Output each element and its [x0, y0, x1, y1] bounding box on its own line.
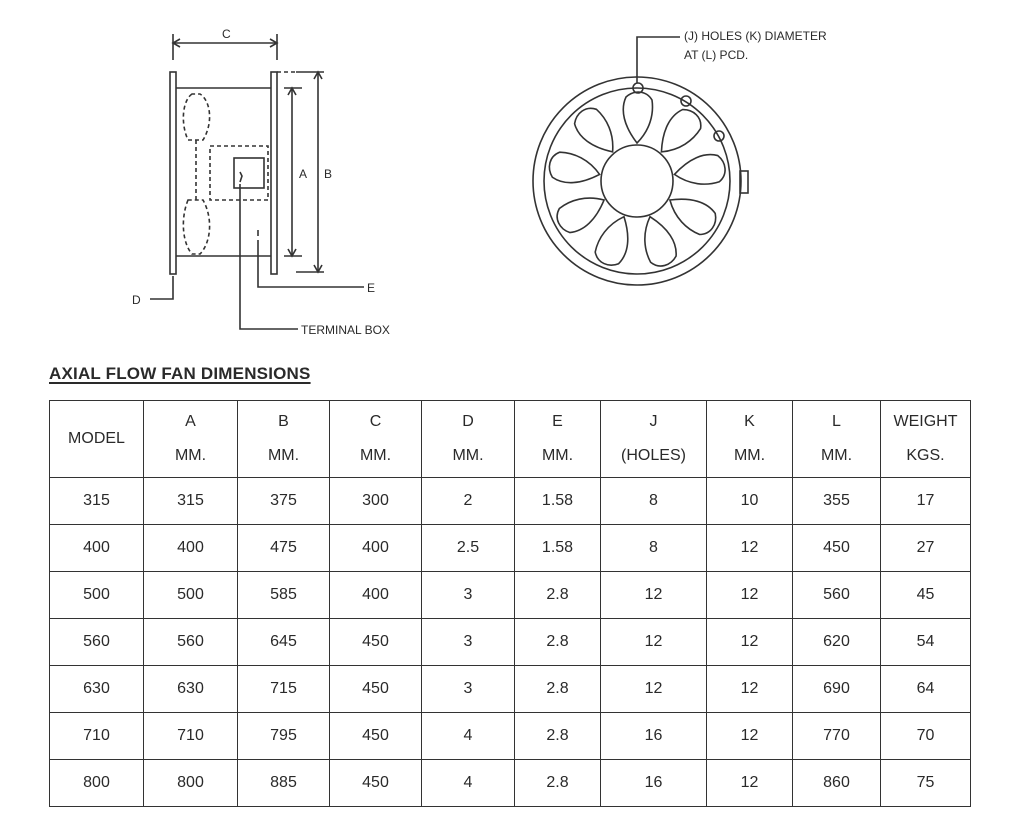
cell-k: 12	[707, 572, 793, 619]
cell-d: 4	[422, 760, 515, 807]
cell-c: 450	[330, 619, 422, 666]
cell-l: 450	[793, 525, 881, 572]
cell-j: 12	[601, 666, 707, 713]
cell-j: 16	[601, 760, 707, 807]
table-row	[50, 666, 971, 713]
cell-c: 400	[330, 525, 422, 572]
front-view-diagram	[533, 37, 748, 285]
column-header-b: B MM.	[238, 401, 330, 478]
cell-b: 475	[238, 525, 330, 572]
cell-k: 12	[707, 525, 793, 572]
hole-note-line2: AT (L) PCD.	[684, 48, 749, 62]
cell-weight: 70	[881, 713, 971, 760]
hole-note-line1: (J) HOLES (K) DIAMETER	[684, 29, 827, 43]
label-b: B	[324, 167, 333, 181]
table-row	[50, 525, 971, 572]
label-terminal-box: TERMINAL BOX	[301, 323, 390, 337]
label-c: C	[222, 27, 231, 41]
cell-model: 400	[50, 525, 144, 572]
cell-j: 8	[601, 478, 707, 525]
cell-j: 16	[601, 713, 707, 760]
cell-model: 630	[50, 666, 144, 713]
side-view-diagram	[150, 34, 364, 329]
cell-model: 560	[50, 619, 144, 666]
cell-model: 500	[50, 572, 144, 619]
cell-e: 2.8	[515, 760, 601, 807]
cell-k: 12	[707, 666, 793, 713]
cell-d: 4	[422, 713, 515, 760]
cell-model: 710	[50, 713, 144, 760]
cell-weight: 64	[881, 666, 971, 713]
cell-model: 800	[50, 760, 144, 807]
cell-e: 2.8	[515, 619, 601, 666]
cell-l: 690	[793, 666, 881, 713]
column-header-weight: WEIGHT KGS.	[881, 401, 971, 478]
cell-weight: 17	[881, 478, 971, 525]
cell-e: 2.8	[515, 572, 601, 619]
cell-l: 355	[793, 478, 881, 525]
cell-d: 3	[422, 619, 515, 666]
label-d: D	[132, 293, 141, 307]
cell-e: 1.58	[515, 525, 601, 572]
cell-a: 800	[144, 760, 238, 807]
section-title: AXIAL FLOW FAN DIMENSIONS	[49, 364, 311, 383]
table-row	[50, 572, 971, 619]
cell-e: 2.8	[515, 713, 601, 760]
cell-k: 12	[707, 713, 793, 760]
cell-j: 12	[601, 619, 707, 666]
cell-d: 3	[422, 666, 515, 713]
cell-b: 585	[238, 572, 330, 619]
fan-dimension-diagram	[0, 0, 1024, 360]
cell-k: 12	[707, 619, 793, 666]
cell-model: 315	[50, 478, 144, 525]
label-a: A	[299, 167, 308, 181]
cell-b: 885	[238, 760, 330, 807]
cell-a: 315	[144, 478, 238, 525]
table-row	[50, 713, 971, 760]
column-header-d: D MM.	[422, 401, 515, 478]
cell-e: 2.8	[515, 666, 601, 713]
column-header-a: A MM.	[144, 401, 238, 478]
cell-weight: 54	[881, 619, 971, 666]
cell-d: 2	[422, 478, 515, 525]
cell-b: 715	[238, 666, 330, 713]
cell-weight: 75	[881, 760, 971, 807]
cell-d: 3	[422, 572, 515, 619]
cell-l: 770	[793, 713, 881, 760]
cell-a: 500	[144, 572, 238, 619]
cell-l: 560	[793, 572, 881, 619]
cell-l: 860	[793, 760, 881, 807]
cell-weight: 45	[881, 572, 971, 619]
cell-a: 400	[144, 525, 238, 572]
cell-b: 795	[238, 713, 330, 760]
table-row	[50, 619, 971, 666]
cell-weight: 27	[881, 525, 971, 572]
column-header-k: K MM.	[707, 401, 793, 478]
cell-j: 8	[601, 525, 707, 572]
cell-j: 12	[601, 572, 707, 619]
cell-c: 450	[330, 713, 422, 760]
column-header-e: E MM.	[515, 401, 601, 478]
cell-k: 10	[707, 478, 793, 525]
cell-a: 560	[144, 619, 238, 666]
table-header-row	[50, 401, 971, 478]
column-header-model: MODEL	[50, 401, 144, 478]
cell-d: 2.5	[422, 525, 515, 572]
label-e: E	[367, 281, 376, 295]
column-header-j: J (HOLES)	[601, 401, 707, 478]
cell-b: 375	[238, 478, 330, 525]
cell-a: 710	[144, 713, 238, 760]
cell-a: 630	[144, 666, 238, 713]
cell-b: 645	[238, 619, 330, 666]
cell-c: 300	[330, 478, 422, 525]
cell-c: 450	[330, 666, 422, 713]
cell-k: 12	[707, 760, 793, 807]
table-row	[50, 478, 971, 525]
table-row	[50, 760, 971, 807]
column-header-c: C MM.	[330, 401, 422, 478]
cell-l: 620	[793, 619, 881, 666]
fan-dimensions-table	[49, 400, 971, 807]
column-header-l: L MM.	[793, 401, 881, 478]
cell-c: 400	[330, 572, 422, 619]
cell-c: 450	[330, 760, 422, 807]
cell-e: 1.58	[515, 478, 601, 525]
